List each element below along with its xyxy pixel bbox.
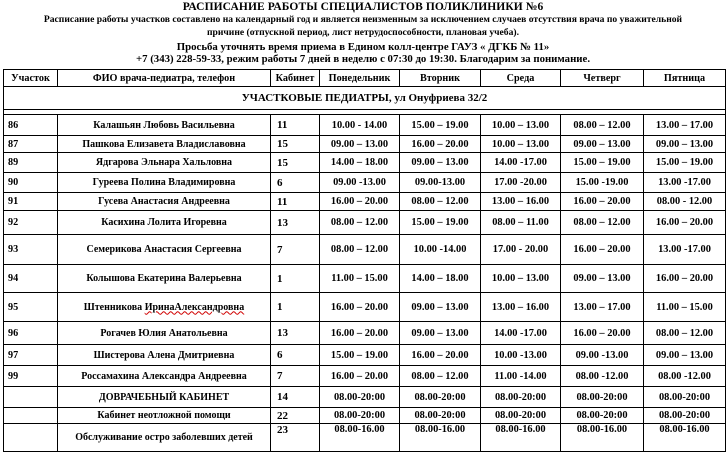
uchastok-cell: 94 xyxy=(4,265,58,293)
tuesday-cell: 10.00 -14.00 xyxy=(400,235,481,265)
tuesday-cell: 08.00-20:00 xyxy=(400,387,481,408)
table-row xyxy=(4,366,726,387)
uchastok-cell: 92 xyxy=(4,211,58,235)
doctor-name-cell xyxy=(58,293,271,322)
tuesday-cell: 08.00 – 12.00 xyxy=(400,366,481,387)
friday-cell: 16.00 – 20.00 xyxy=(644,265,726,293)
thursday-cell: 15.00 -19.00 xyxy=(561,173,644,193)
service-name-cell: Кабинет неотложной помощи xyxy=(58,408,271,424)
column-header-tuesday: Вторник xyxy=(400,70,481,87)
wednesday-cell: 10.00 – 13.00 xyxy=(481,136,561,153)
friday-cell: 16.00 – 20.00 xyxy=(644,211,726,235)
wednesday-cell: 08.00 – 11.00 xyxy=(481,211,561,235)
column-header-monday: Понедельник xyxy=(320,70,400,87)
monday-cell: 16.00 – 20.00 xyxy=(320,193,400,211)
tuesday-cell: 15.00 – 19.00 xyxy=(400,115,481,136)
doctor-surname: Штенникова xyxy=(83,301,145,313)
friday-cell: 15.00 – 19.00 xyxy=(644,153,726,173)
schedule-note-line-2: причине (отпускной период, лист нетрудоспособности, плановая учеба). xyxy=(207,27,519,38)
table-row xyxy=(4,322,726,345)
wednesday-cell: 13.00 – 16.00 xyxy=(481,193,561,211)
kabinet-cell: 7 xyxy=(271,235,320,265)
thursday-cell: 08.00-20:00 xyxy=(561,408,644,424)
wednesday-cell: 17.00 -20.00 xyxy=(481,173,561,193)
table-row xyxy=(4,387,726,408)
friday-cell: 08.00 -12.00 xyxy=(644,366,726,387)
service-name-cell: ДОВРАЧЕБНЫЙ КАБИНЕТ xyxy=(58,387,271,408)
thursday-cell: 08.00 – 12.00 xyxy=(561,115,644,136)
friday-cell: 13.00 – 17.00 xyxy=(644,115,726,136)
tuesday-cell: 09.00-13.00 xyxy=(400,173,481,193)
table-row xyxy=(4,115,726,136)
table-row xyxy=(4,424,726,452)
monday-cell: 08.00-16.00 xyxy=(320,424,400,452)
uchastok-cell: 87 xyxy=(4,136,58,153)
doctor-name-cell: Гусева Анастасия Андреевна xyxy=(58,193,271,211)
friday-cell: 08.00-20:00 xyxy=(644,408,726,424)
kabinet-cell: 11 xyxy=(271,193,320,211)
uchastok-cell: 97 xyxy=(4,345,58,366)
monday-cell: 16.00 – 20.00 xyxy=(320,366,400,387)
doctor-name-cell: Колышова Екатерина Валерьевна xyxy=(58,265,271,293)
monday-cell: 16.00 – 20.00 xyxy=(320,322,400,345)
call-center-phone: +7 (343) 228-59-33, режим работы 7 дней в неделю с 07:30 до 19:30. Благодарим за понимание. xyxy=(135,53,591,65)
friday-cell: 13.00 -17.00 xyxy=(644,235,726,265)
section-title-text: УЧАСТКОВЫЕ ПЕДИАТРЫ, ул Онуфриева 32/2 xyxy=(241,92,488,104)
doctor-name-cell: Шистерова Алена Дмитриевна xyxy=(58,345,271,366)
doctor-given-names-misspelled: ИринаАлександровна xyxy=(144,301,245,313)
column-header-friday: Пятница xyxy=(644,70,726,87)
kabinet-cell: 6 xyxy=(271,345,320,366)
thursday-cell: 08.00-16.00 xyxy=(561,424,644,452)
wednesday-cell: 08.00-20:00 xyxy=(481,387,561,408)
thursday-cell: 09.00 – 13.00 xyxy=(561,265,644,293)
column-header-kabinet: Кабинет xyxy=(271,70,320,87)
thursday-cell: 08.00 -12.00 xyxy=(561,366,644,387)
wednesday-cell: 10.00 – 13.00 xyxy=(481,115,561,136)
table-row xyxy=(4,408,726,424)
uchastok-cell-empty xyxy=(4,387,58,408)
wednesday-cell: 10.00 – 13.00 xyxy=(481,265,561,293)
uchastok-cell: 91 xyxy=(4,193,58,211)
table-header-row xyxy=(4,70,726,87)
table-row xyxy=(4,211,726,235)
monday-cell: 09.00 – 13.00 xyxy=(320,136,400,153)
doctor-name-cell: Россамахина Александра Андреевна xyxy=(58,366,271,387)
monday-cell: 15.00 – 19.00 xyxy=(320,345,400,366)
kabinet-cell: 13 xyxy=(271,322,320,345)
kabinet-cell: 1 xyxy=(271,293,320,322)
friday-cell: 08.00-16.00 xyxy=(644,424,726,452)
doctor-name-cell: Касихина Лолита Игоревна xyxy=(58,211,271,235)
doctor-name-cell: Гуреева Полина Владимировна xyxy=(58,173,271,193)
doctor-name-cell: Ядгарова Эльнара Хальловна xyxy=(58,153,271,173)
kabinet-cell: 13 xyxy=(271,211,320,235)
uchastok-cell: 86 xyxy=(4,115,58,136)
uchastok-cell-empty xyxy=(4,424,58,452)
doctor-name-cell: Рогачев Юлия Анатольевна xyxy=(58,322,271,345)
monday-cell: 16.00 – 20.00 xyxy=(320,293,400,322)
thursday-cell: 13.00 – 17.00 xyxy=(561,293,644,322)
section-row xyxy=(4,87,726,110)
table-row xyxy=(4,265,726,293)
column-header-fio: ФИО врача-педиатра, телефон xyxy=(58,70,271,87)
service-name-cell: Обслуживание остро заболевших детей xyxy=(58,424,271,452)
kabinet-cell: 6 xyxy=(271,173,320,193)
monday-cell: 10.00 - 14.00 xyxy=(320,115,400,136)
document-title: РАСПИСАНИЕ РАБОТЫ СПЕЦИАЛИСТОВ ПОЛИКЛИНИКИ №6 xyxy=(182,1,544,13)
schedule-note-line-1: Расписание работы участков составлено на календарный год и является неизменным за исключением случаев отсутствия врача по уважительной xyxy=(43,14,683,25)
uchastok-cell: 93 xyxy=(4,235,58,265)
document-header xyxy=(0,0,726,70)
uchastok-cell: 99 xyxy=(4,366,58,387)
uchastok-cell-empty xyxy=(4,408,58,424)
column-header-wednesday: Среда xyxy=(481,70,561,87)
friday-cell: 08.00-20:00 xyxy=(644,387,726,408)
monday-cell: 08.00-20:00 xyxy=(320,408,400,424)
uchastok-cell: 90 xyxy=(4,173,58,193)
monday-cell: 08.00-20:00 xyxy=(320,387,400,408)
monday-cell: 09.00 -13.00 xyxy=(320,173,400,193)
wednesday-cell: 10.00 -13.00 xyxy=(481,345,561,366)
schedule-table xyxy=(3,69,726,452)
friday-cell: 09.00 – 13.00 xyxy=(644,136,726,153)
kabinet-cell: 15 xyxy=(271,153,320,173)
friday-cell: 08.00 – 12.00 xyxy=(644,322,726,345)
tuesday-cell: 16.00 – 20.00 xyxy=(400,136,481,153)
thursday-cell: 08.00-20:00 xyxy=(561,387,644,408)
wednesday-cell: 13.00 – 16.00 xyxy=(481,293,561,322)
kabinet-cell: 23 xyxy=(271,424,320,452)
call-center-request: Просьба уточнять время приема в Едином колл-центре ГАУЗ « ДГКБ № 11» xyxy=(176,41,550,53)
column-header-uchastok: Участок xyxy=(4,70,58,87)
tuesday-cell: 09.00 – 13.00 xyxy=(400,293,481,322)
kabinet-cell: 15 xyxy=(271,136,320,153)
thursday-cell: 16.00 – 20.00 xyxy=(561,193,644,211)
uchastok-cell: 96 xyxy=(4,322,58,345)
monday-cell: 14.00 – 18.00 xyxy=(320,153,400,173)
thursday-cell: 09.00 -13.00 xyxy=(561,345,644,366)
wednesday-cell: 17.00 - 20.00 xyxy=(481,235,561,265)
table-row xyxy=(4,136,726,153)
kabinet-cell: 1 xyxy=(271,265,320,293)
tuesday-cell: 08.00-20:00 xyxy=(400,408,481,424)
thursday-cell: 15.00 – 19.00 xyxy=(561,153,644,173)
monday-cell: 08.00 – 12.00 xyxy=(320,211,400,235)
kabinet-cell: 11 xyxy=(271,115,320,136)
section-title xyxy=(4,87,726,110)
tuesday-cell: 09.00 – 13.00 xyxy=(400,322,481,345)
tuesday-cell: 08.00 – 12.00 xyxy=(400,193,481,211)
wednesday-cell: 11.00 -14.00 xyxy=(481,366,561,387)
doctor-name-cell: Семерикова Анастасия Сергеевна xyxy=(58,235,271,265)
uchastok-cell: 89 xyxy=(4,153,58,173)
friday-cell: 08.00 - 12.00 xyxy=(644,193,726,211)
kabinet-cell: 22 xyxy=(271,408,320,424)
table-row xyxy=(4,153,726,173)
monday-cell: 08.00 – 12.00 xyxy=(320,235,400,265)
wednesday-cell: 14.00 -17.00 xyxy=(481,153,561,173)
kabinet-cell: 14 xyxy=(271,387,320,408)
tuesday-cell: 16.00 – 20.00 xyxy=(400,345,481,366)
table-row xyxy=(4,173,726,193)
thursday-cell: 08.00 – 12.00 xyxy=(561,211,644,235)
table-row xyxy=(4,235,726,265)
column-header-thursday: Четверг xyxy=(561,70,644,87)
wednesday-cell: 08.00-20:00 xyxy=(481,408,561,424)
thursday-cell: 16.00 – 20.00 xyxy=(561,322,644,345)
friday-cell: 13.00 -17.00 xyxy=(644,173,726,193)
friday-cell: 09.00 – 13.00 xyxy=(644,345,726,366)
tuesday-cell: 15.00 – 19.00 xyxy=(400,211,481,235)
tuesday-cell: 09.00 – 13.00 xyxy=(400,153,481,173)
monday-cell: 11.00 – 15.00 xyxy=(320,265,400,293)
table-row xyxy=(4,293,726,322)
doctor-name-cell: Калашьян Любовь Васильевна xyxy=(58,115,271,136)
table-row xyxy=(4,345,726,366)
wednesday-cell: 14.00 -17.00 xyxy=(481,322,561,345)
kabinet-cell: 7 xyxy=(271,366,320,387)
table-row xyxy=(4,193,726,211)
doctor-name-cell: Пашкова Елизавета Владиславовна xyxy=(58,136,271,153)
thursday-cell: 16.00 – 20.00 xyxy=(561,235,644,265)
uchastok-cell: 95 xyxy=(4,293,58,322)
thursday-cell: 09.00 – 13.00 xyxy=(561,136,644,153)
wednesday-cell: 08.00-16.00 xyxy=(481,424,561,452)
tuesday-cell: 14.00 – 18.00 xyxy=(400,265,481,293)
friday-cell: 11.00 – 15.00 xyxy=(644,293,726,322)
tuesday-cell: 08.00-16.00 xyxy=(400,424,481,452)
